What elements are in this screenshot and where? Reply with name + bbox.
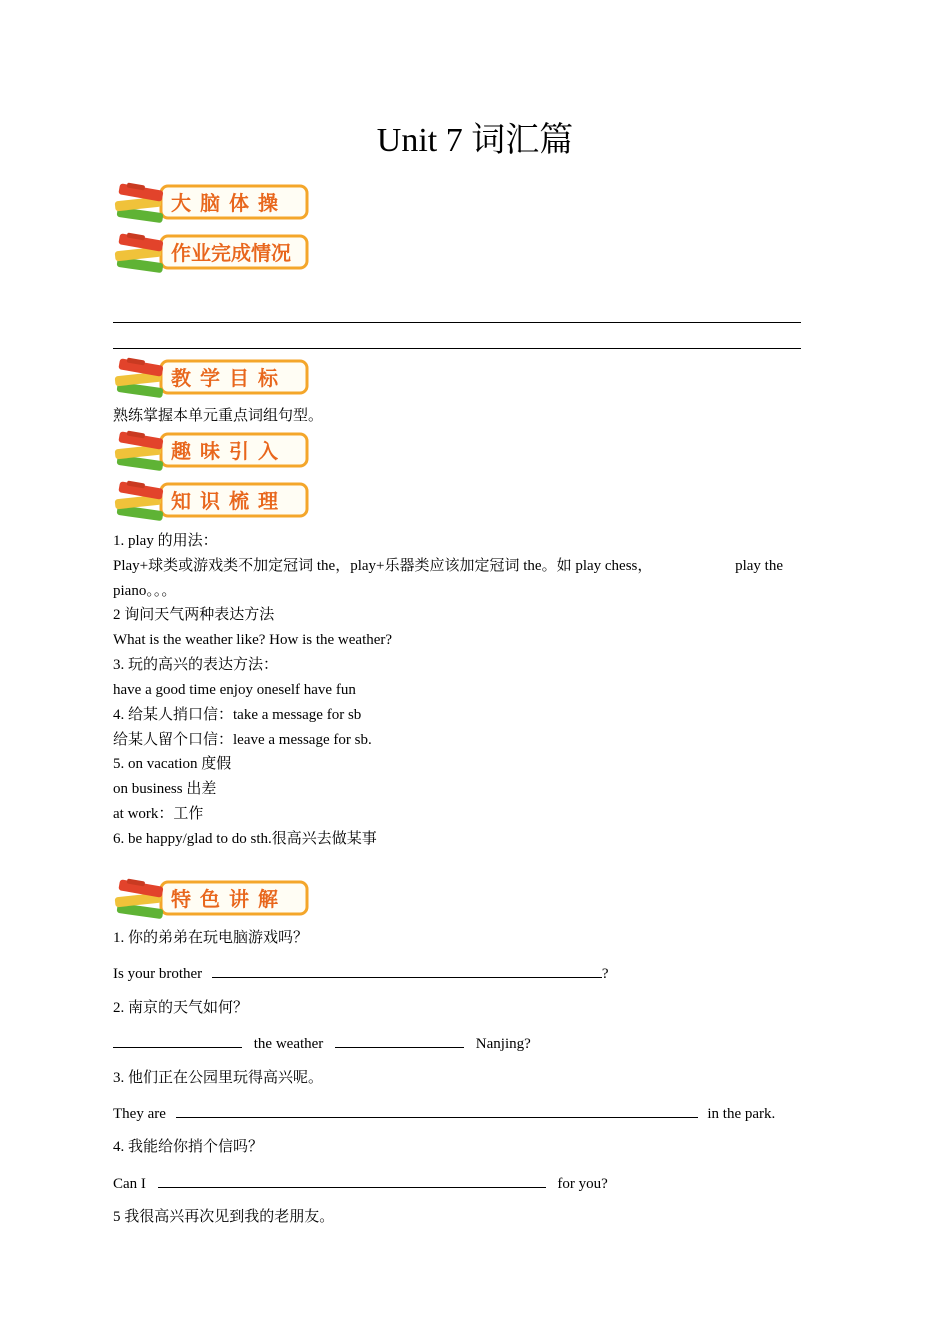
knowledge-line: 6. be happy/glad to do sth.很高兴去做某事 (113, 831, 377, 847)
exercise-text: They are (113, 1106, 166, 1122)
banner-label: 大脑体操 (171, 191, 287, 215)
exercise-text: Can I (113, 1176, 146, 1192)
answer-blank[interactable] (212, 963, 602, 978)
knowledge-text: Play+球类或游戏类不加定冠词 the，play+乐器类应该加定冠词 the。如 play chess， (113, 558, 653, 574)
exercise-answer-row (113, 1173, 608, 1194)
knowledge-text: play the (735, 558, 783, 574)
knowledge-line: 1. play 的用法： (113, 533, 218, 549)
answer-blank[interactable] (158, 1173, 546, 1188)
knowledge-line: at work：工作 (113, 806, 204, 822)
answer-blank[interactable] (335, 1033, 464, 1048)
answer-blank[interactable] (113, 1033, 242, 1048)
exercise-text: Is your brother (113, 966, 203, 982)
exercise-answer-row (113, 1033, 531, 1054)
goal-text: 熟练掌握本单元重点词组句型。 (113, 408, 324, 424)
answer-line (113, 348, 801, 349)
exercise-text: in the park. (707, 1106, 776, 1122)
exercise-question: 4. 我能给你捎个信吗？ (113, 1139, 264, 1155)
knowledge-line: 3. 玩的高兴的表达方法： (113, 657, 279, 673)
exercise-answer-row (113, 963, 609, 984)
answer-line (113, 322, 801, 323)
exercise-question: 3. 他们正在公园里玩得高兴呢。 (113, 1070, 324, 1086)
knowledge-line: have a good time enjoy oneself have fun (113, 682, 356, 698)
knowledge-line: What is the weather like? How is the weather? (113, 632, 393, 648)
knowledge-line: 2 询问天气两种表达方法 (113, 607, 275, 623)
banner-label: 知识梳理 (171, 489, 287, 513)
exercise-question: 5 我很高兴再次见到我的老朋友。 (113, 1209, 335, 1225)
knowledge-line: on business 出差 (113, 781, 217, 797)
knowledge-line: piano。。。 (113, 583, 177, 599)
exercise-text: for you? (557, 1176, 608, 1192)
banner-feature-explanation (113, 876, 313, 924)
exercise-text: the weather (253, 1036, 324, 1052)
knowledge-line: 4. 给某人捎口信：take a message for sb (113, 707, 362, 723)
banner-homework-status (113, 230, 313, 278)
banner-knowledge-review (113, 478, 313, 526)
answer-blank[interactable] (176, 1103, 698, 1118)
banner-label: 教学目标 (171, 366, 287, 390)
knowledge-line: 5. on vacation 度假 (113, 756, 232, 772)
exercise-text: ? (601, 966, 609, 982)
banner-label: 作业完成情况 (171, 241, 291, 265)
exercise-question: 1. 你的弟弟在玩电脑游戏吗？ (113, 930, 309, 946)
knowledge-line: 给某人留个口信：leave a message for sb. (113, 732, 372, 748)
banner-label: 特色讲解 (171, 887, 287, 911)
exercise-answer-row (113, 1103, 775, 1124)
exercise-text: Nanjing? (475, 1036, 531, 1052)
page-title: Unit 7 词汇篇 (376, 122, 574, 159)
exercise-question: 2. 南京的天气如何？ (113, 1000, 249, 1016)
banner-fun-intro (113, 428, 313, 476)
knowledge-line (113, 556, 783, 576)
banner-label: 趣味引入 (171, 439, 287, 463)
banner-brain-exercise (113, 180, 313, 228)
banner-teaching-goal (113, 355, 313, 403)
